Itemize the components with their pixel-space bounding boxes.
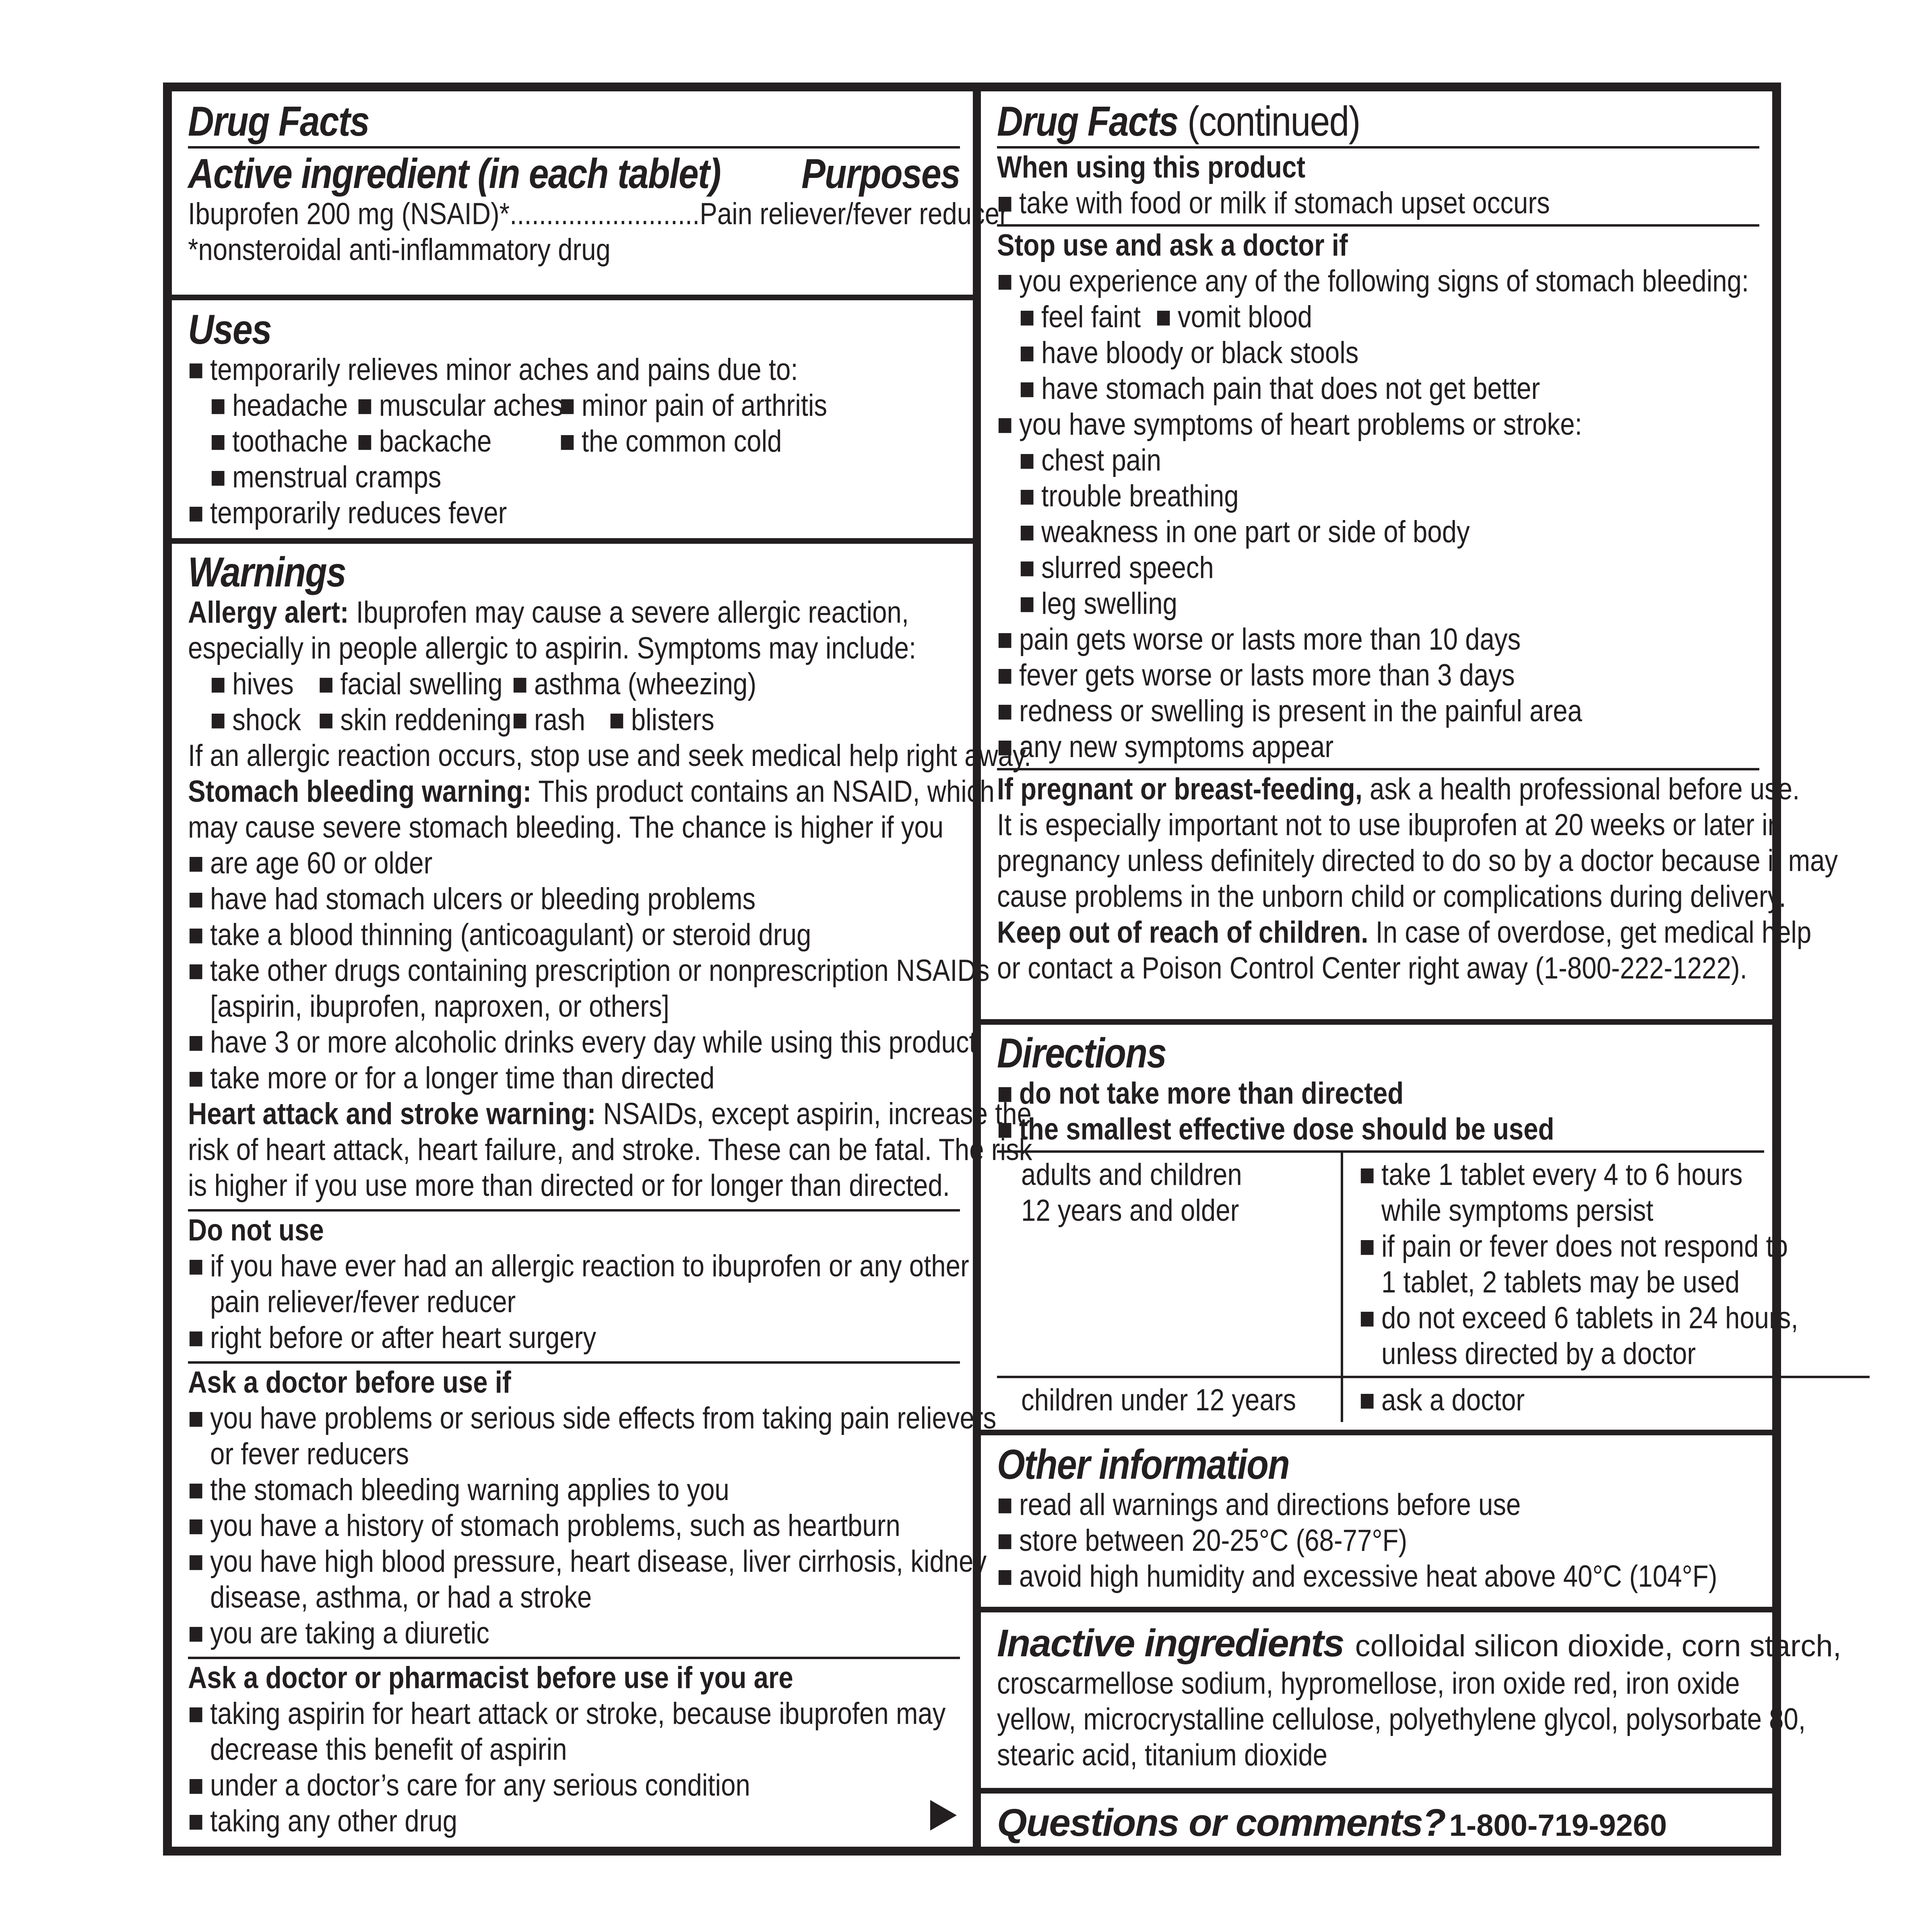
questions-line xyxy=(997,1801,1759,1845)
directions-panel xyxy=(981,1019,1798,1430)
stop-use-item: ■ you have symptoms of heart problems or stroke: xyxy=(997,407,1653,442)
symptom-item: ■ hives xyxy=(210,666,318,702)
ask-doctor-item-cont: or fever reducers xyxy=(210,1437,409,1471)
pregnancy-warning xyxy=(997,771,1800,807)
directions-item: ■ the smallest effective dose should be used xyxy=(997,1111,1657,1147)
purposes-heading: Purposes xyxy=(801,151,960,197)
stop-use-heading: Stop use and ask a doctor if xyxy=(997,228,1348,262)
other-information-title: Other information xyxy=(997,1441,1290,1488)
heart-sign: ■ trouble breathing xyxy=(997,478,1653,514)
ask-doctor-item: ■ you have high blood pressure, heart disease, liver cirrhosis, kidney xyxy=(188,1544,852,1579)
heart-warning xyxy=(188,1096,1032,1132)
allergy-alert-text: especially in people allergic to aspirin. Symptoms may include: xyxy=(188,631,916,665)
dosage-item: ■ do not exceed 6 tablets in 24 hours, xyxy=(1359,1300,1798,1336)
stomach-warning-text: This product contains an NSAID, which xyxy=(531,774,995,809)
active-ingredient-line: Ibuprofen 200 mg (NSAID)*..........................Pain reliever/fever reducer xyxy=(188,197,1008,231)
dosage-item: ■ ask a doctor xyxy=(1359,1382,1798,1418)
heart-sign: ■ chest pain xyxy=(997,442,1653,478)
stomach-item: ■ take a blood thinning (anticoagulant) or steroid drug xyxy=(188,917,852,953)
pregnancy-label: If pregnant or breast-feeding, xyxy=(997,772,1362,806)
allergy-alert-label: Allergy alert: xyxy=(188,595,349,630)
dosage-who-text: children under 12 years xyxy=(1021,1383,1296,1417)
other-information-item: ■ avoid high humidity and excessive heat above 40°C (104°F) xyxy=(997,1558,1653,1594)
stomach-warning-text: may cause severe stomach bleeding. The chance is higher if you xyxy=(188,810,944,844)
stomach-item: ■ take more or for a longer time than directed xyxy=(188,1060,852,1096)
allergy-alert xyxy=(188,594,909,630)
pregnancy-text: cause problems in the unborn child or complications during delivery. xyxy=(997,879,1786,914)
continued-label: (continued) xyxy=(1178,98,1360,145)
symptom-item: ■ facial swelling xyxy=(318,666,512,702)
ask-doctor-heading: Ask a doctor before use if xyxy=(188,1365,511,1399)
uses-panel xyxy=(172,295,973,538)
uses-title: Uses xyxy=(188,306,271,353)
dosage-instructions xyxy=(1342,1377,1870,1422)
uses-sub-item: ■ muscular aches xyxy=(357,388,559,423)
right-column xyxy=(977,87,1841,1851)
uses-item: ■ temporarily reduces fever xyxy=(188,495,852,531)
ask-doctor-item: ■ you have a history of stomach problems, such as heartburn xyxy=(188,1508,852,1544)
heart-warning-text: NSAIDs, except aspirin, increase the xyxy=(596,1097,1032,1131)
warnings-panel xyxy=(172,538,1032,1847)
symptoms-row xyxy=(188,666,852,702)
directions-title: Directions xyxy=(997,1030,1166,1077)
dosage-who-text: adults and children xyxy=(1021,1158,1242,1192)
uses-sub-row xyxy=(188,459,852,495)
uses-sub-item: ■ toothache xyxy=(210,423,357,459)
uses-sub-item: ■ minor pain of arthritis xyxy=(559,388,827,423)
keep-out-text: or contact a Poison Control Center right away (1-800-222-1222). xyxy=(997,951,1747,985)
left-column xyxy=(168,87,1032,1851)
ask-doctor-item-cont: disease, asthma, or had a stroke xyxy=(210,1580,592,1614)
directions-item: ■ do not take more than directed xyxy=(997,1075,1657,1111)
dosage-table xyxy=(997,1153,1870,1422)
stomach-item: ■ are age 60 or older xyxy=(188,845,852,881)
inactive-ingredients-text: colloidal silicon dioxide, corn starch, xyxy=(1355,1629,1841,1663)
pregnancy-text: It is especially important not to use ibuprofen at 20 weeks or later in xyxy=(997,808,1782,842)
continue-arrow-icon xyxy=(930,1800,957,1831)
stomach-item: ■ have 3 or more alcoholic drinks every day while using this product xyxy=(188,1024,852,1060)
dosage-item-cont: while symptoms persist xyxy=(1381,1193,1653,1228)
inactive-ingredients-text: stearic acid, titanium dioxide xyxy=(997,1738,1328,1772)
stomach-item-cont: [aspirin, ibuprofen, naproxen, or others] xyxy=(210,989,669,1024)
uses-sub-item: ■ the common cold xyxy=(559,423,782,459)
questions-title: Questions or comments? xyxy=(997,1801,1445,1844)
ask-pharmacist-heading: Ask a doctor or pharmacist before use if you are xyxy=(188,1661,793,1695)
stop-use-item: ■ any new symptoms appear xyxy=(997,729,1653,765)
do-not-use-item-cont: pain reliever/fever reducer xyxy=(210,1285,516,1319)
uses-sub-item: ■ menstrual cramps xyxy=(210,460,441,494)
stomach-warning-label: Stomach bleeding warning: xyxy=(188,774,532,809)
heart-sign: ■ leg swelling xyxy=(997,586,1653,621)
stop-use-item: ■ you experience any of the following signs of stomach bleeding: xyxy=(997,263,1653,299)
inactive-ingredients-text: yellow, microcrystalline cellulose, polyethylene glycol, polysorbate 80, xyxy=(997,1702,1806,1736)
pregnancy-text: ask a health professional before use. xyxy=(1362,772,1800,806)
symptoms-row xyxy=(188,702,852,738)
drug-facts-label xyxy=(163,83,1841,1856)
keep-out-warning xyxy=(997,914,1812,950)
when-using-heading: When using this product xyxy=(997,150,1306,184)
symptom-item: ■ skin reddening xyxy=(318,702,512,738)
do-not-use-item: ■ right before or after heart surgery xyxy=(188,1320,852,1356)
dosage-item: ■ take 1 tablet every 4 to 6 hours xyxy=(1359,1157,1798,1193)
dosage-who xyxy=(997,1377,1342,1422)
allergy-alert-text: Ibuprofen may cause a severe allergic reaction, xyxy=(349,595,909,630)
dosage-instructions xyxy=(1342,1153,1870,1377)
dosage-item: ■ if pain or fever does not respond to xyxy=(1359,1228,1798,1264)
symptom-item: ■ rash xyxy=(512,702,609,738)
drug-facts-title: Drug Facts xyxy=(188,98,369,145)
active-ingredient-heading: Active ingredient (in each tablet) xyxy=(188,151,721,197)
uses-sub-item: ■ backache xyxy=(357,423,559,459)
questions-phone: 1-800-719-9260 xyxy=(1449,1808,1667,1843)
symptom-item: ■ blisters xyxy=(609,702,714,738)
inactive-ingredients-first-line xyxy=(997,1621,1841,1666)
bleeding-sign: ■ feel faint xyxy=(1019,299,1156,335)
warnings-title: Warnings xyxy=(188,549,346,596)
heart-warning-text: is higher if you use more than directed or for longer than directed. xyxy=(188,1168,950,1203)
when-using-item: ■ take with food or milk if stomach upset occurs xyxy=(997,185,1653,221)
keep-out-text: In case of overdose, get medical help xyxy=(1368,915,1812,949)
symptom-item: ■ shock xyxy=(210,702,318,738)
stop-use-item: ■ redness or swelling is present in the painful area xyxy=(997,693,1653,729)
ask-doctor-item: ■ the stomach bleeding warning applies to you xyxy=(188,1472,852,1508)
bleeding-sign: ■ have bloody or black stools xyxy=(997,335,1653,371)
heart-sign: ■ slurred speech xyxy=(997,550,1653,586)
uses-sub-item: ■ headache xyxy=(210,388,357,423)
inactive-ingredients-panel xyxy=(981,1607,1841,1788)
dosage-who xyxy=(997,1153,1342,1377)
other-information-panel xyxy=(981,1430,1772,1607)
stomach-item: ■ have had stomach ulcers or bleeding problems xyxy=(188,881,852,917)
active-ingredient-panel xyxy=(172,91,1008,295)
heart-warning-text: risk of heart attack, heart failure, and stroke. These can be fatal. The risk xyxy=(188,1133,1032,1167)
nsaid-footnote: *nonsteroidal anti-inflammatory drug xyxy=(188,233,611,267)
drug-facts-continued-title xyxy=(997,99,1653,144)
ask-pharmacist-item: ■ taking any other drug xyxy=(188,1803,852,1839)
dosage-item-cont: 1 tablet, 2 tablets may be used xyxy=(1381,1265,1740,1299)
other-information-item: ■ read all warnings and directions before use xyxy=(997,1487,1653,1523)
stop-use-item: ■ pain gets worse or lasts more than 10 days xyxy=(997,621,1653,657)
ask-pharmacist-item: ■ under a doctor’s care for any serious condition xyxy=(188,1767,852,1803)
uses-sub-row xyxy=(188,388,852,423)
dosage-item-cont: unless directed by a doctor xyxy=(1381,1337,1696,1371)
inactive-ingredients-title: Inactive ingredients xyxy=(997,1622,1344,1665)
pregnancy-text: pregnancy unless definitely directed to do so by a doctor because it may xyxy=(997,844,1838,878)
inactive-ingredients-text: croscarmellose sodium, hypromellose, iron oxide red, iron oxide xyxy=(997,1666,1740,1701)
bleeding-sign: ■ vomit blood xyxy=(1156,299,1312,335)
uses-sub-row xyxy=(188,423,852,459)
questions-panel xyxy=(981,1788,1772,1847)
keep-out-label: Keep out of reach of children. xyxy=(997,915,1368,949)
stop-use-item: ■ fever gets worse or lasts more than 3 days xyxy=(997,657,1653,693)
heart-warning-label: Heart attack and stroke warning: xyxy=(188,1097,596,1131)
dosage-row xyxy=(997,1377,1870,1422)
heart-sign: ■ weakness in one part or side of body xyxy=(997,514,1653,550)
do-not-use-item: ■ if you have ever had an allergic reaction to ibuprofen or any other xyxy=(188,1248,852,1284)
uses-item: ■ temporarily relieves minor aches and pains due to: xyxy=(188,352,852,388)
ask-doctor-item: ■ you have problems or serious side effects from taking pain relievers xyxy=(188,1400,852,1436)
drug-facts-title: Drug Facts xyxy=(997,98,1178,145)
allergy-action: If an allergic reaction occurs, stop use and seek medical help right away. xyxy=(188,739,1032,773)
other-information-item: ■ store between 20-25°C (68-77°F) xyxy=(997,1523,1653,1558)
ask-pharmacist-item-cont: decrease this benefit of aspirin xyxy=(210,1732,567,1767)
dosage-who-text: 12 years and older xyxy=(1021,1193,1239,1228)
bleeding-sign-row xyxy=(997,299,1653,335)
symptom-item: ■ asthma (wheezing) xyxy=(512,666,756,702)
stomach-item: ■ take other drugs containing prescription or nonprescription NSAIDs xyxy=(188,953,852,989)
ask-pharmacist-item: ■ taking aspirin for heart attack or stroke, because ibuprofen may xyxy=(188,1696,852,1732)
continued-panel xyxy=(981,91,1838,1019)
stomach-warning xyxy=(188,774,995,809)
dosage-row xyxy=(997,1153,1870,1377)
do-not-use-heading: Do not use xyxy=(188,1213,324,1247)
ask-doctor-item: ■ you are taking a diuretic xyxy=(188,1615,852,1651)
bleeding-sign: ■ have stomach pain that does not get better xyxy=(997,371,1653,407)
